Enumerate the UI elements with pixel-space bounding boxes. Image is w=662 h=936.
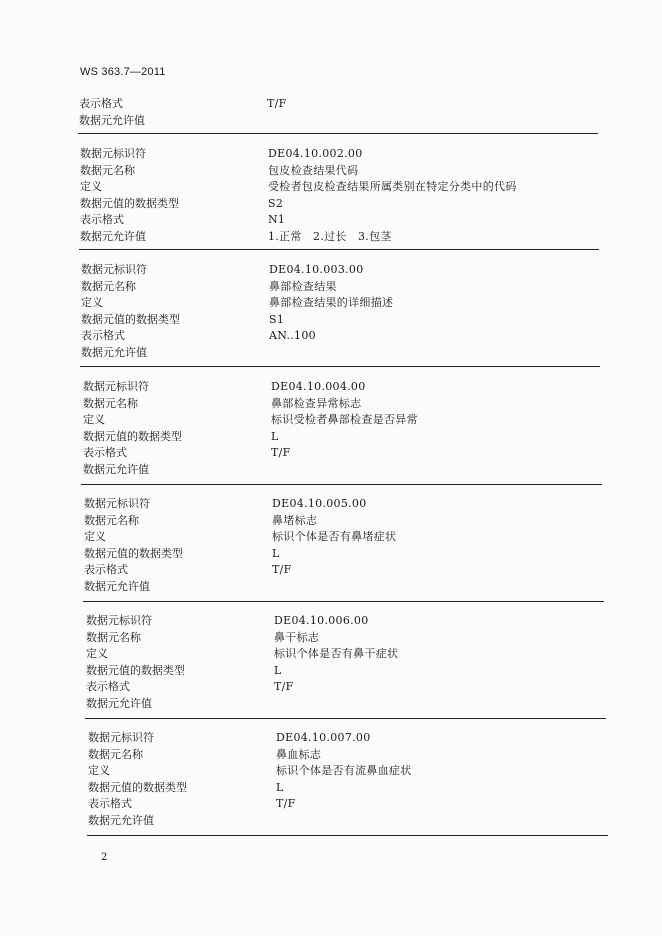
field-value: AN..100 — [269, 329, 316, 343]
field-label: 数据元允许值 — [84, 579, 150, 593]
separator-rule — [80, 366, 600, 367]
field-row — [83, 412, 603, 429]
field-value: 包皮检查结果代码 — [268, 163, 359, 177]
field-row — [84, 562, 604, 579]
field-value: L — [271, 429, 279, 443]
field-row — [84, 513, 604, 530]
field-label: 表示格式 — [81, 329, 125, 343]
field-value: 鼻堵标志 — [272, 513, 318, 527]
field-label: 表示格式 — [88, 797, 132, 811]
field-row — [84, 529, 604, 546]
field-label: 数据元标识符 — [81, 263, 147, 276]
field-label: 数据元名称 — [88, 747, 143, 761]
field-label: 数据元允许值 — [88, 813, 154, 827]
field-row — [86, 630, 606, 647]
field-value: 标识个体是否有流鼻血症状 — [276, 764, 412, 778]
separator-rule — [85, 718, 606, 719]
field-label: 数据元名称 — [86, 630, 141, 644]
field-label: 表示格式 — [83, 446, 127, 460]
field-label: 数据元值的数据类型 — [88, 780, 187, 794]
field-value: 受检者包皮检查结果所属类别在特定分类中的代码 — [268, 180, 517, 194]
field-label: 表示格式 — [80, 213, 124, 227]
field-row — [83, 429, 603, 446]
separator-rule — [87, 835, 608, 836]
field-row — [86, 679, 606, 696]
data-element-block — [84, 496, 604, 596]
field-row — [81, 279, 601, 296]
field-row — [81, 295, 601, 312]
field-label: 数据元标识符 — [88, 731, 154, 744]
field-label: 表示格式 — [84, 563, 128, 577]
field-row — [88, 763, 608, 780]
field-value: S1 — [269, 312, 285, 326]
separator-rule — [83, 601, 604, 602]
field-label: 数据元名称 — [81, 279, 136, 293]
field-label: 定义 — [86, 647, 108, 661]
field-row — [80, 229, 600, 246]
data-element-block — [79, 96, 599, 129]
field-row — [88, 796, 608, 813]
field-label: 数据元允许值 — [83, 462, 149, 476]
field-row — [86, 613, 606, 630]
field-value: 鼻血标志 — [276, 747, 322, 761]
field-value: DE04.10.004.00 — [271, 380, 366, 393]
field-value: DE04.10.002.00 — [268, 147, 363, 160]
field-label: 数据元值的数据类型 — [83, 429, 182, 443]
field-row — [79, 96, 599, 113]
field-value: 鼻部检查结果的详细描述 — [269, 296, 394, 310]
field-label: 数据元允许值 — [80, 229, 146, 243]
field-value: 1.正常 2.过长 3.包茎 — [268, 229, 392, 243]
field-row — [83, 379, 603, 396]
field-label: 数据元标识符 — [83, 380, 149, 393]
separator-rule — [79, 249, 599, 250]
field-row — [80, 212, 600, 229]
field-row — [83, 396, 603, 413]
field-value: L — [276, 780, 284, 794]
field-label: 数据元允许值 — [86, 696, 152, 710]
field-value: 鼻干标志 — [274, 630, 320, 644]
field-row — [81, 312, 601, 329]
field-row — [88, 780, 608, 797]
field-label: 数据元标识符 — [84, 497, 150, 510]
field-row — [83, 445, 603, 462]
field-label: 数据元值的数据类型 — [81, 312, 180, 326]
field-value: DE04.10.005.00 — [272, 497, 367, 510]
field-label: 数据元值的数据类型 — [86, 663, 185, 677]
field-label: 数据元名称 — [83, 396, 138, 410]
data-element-block — [81, 262, 601, 362]
field-value: 标识个体是否有鼻干症状 — [274, 647, 399, 661]
data-element-block — [88, 730, 608, 830]
field-value: DE04.10.003.00 — [269, 263, 364, 276]
field-label: 数据元允许值 — [79, 113, 145, 127]
field-label: 数据元名称 — [80, 163, 135, 177]
field-value: 标识受检者鼻部检查是否异常 — [271, 413, 418, 427]
field-row — [83, 462, 603, 479]
field-value: S2 — [268, 196, 284, 210]
data-element-block — [80, 146, 600, 246]
field-row — [79, 113, 599, 130]
field-value: DE04.10.007.00 — [276, 731, 371, 744]
field-row — [81, 345, 601, 362]
field-label: 定义 — [80, 180, 102, 194]
field-value: 鼻部检查结果 — [269, 279, 337, 293]
field-label: 数据元标识符 — [86, 614, 152, 627]
field-label: 数据元名称 — [84, 513, 139, 527]
field-value: T/F — [272, 563, 292, 577]
field-label: 表示格式 — [79, 97, 123, 110]
field-value: T/F — [274, 680, 294, 694]
field-row — [84, 579, 604, 596]
field-row — [80, 196, 600, 213]
field-row — [86, 663, 606, 680]
field-label: 表示格式 — [86, 680, 130, 694]
field-row — [84, 546, 604, 563]
field-value: DE04.10.006.00 — [274, 614, 369, 627]
field-label: 定义 — [81, 296, 103, 310]
field-label: 数据元标识符 — [80, 147, 146, 160]
field-value: T/F — [267, 97, 287, 110]
field-value: N1 — [268, 213, 286, 227]
field-value: T/F — [271, 446, 291, 460]
field-value: T/F — [276, 797, 296, 811]
data-element-block — [83, 379, 603, 479]
field-row — [86, 646, 606, 663]
field-row — [81, 262, 601, 279]
field-value: L — [272, 546, 280, 560]
field-label: 数据元值的数据类型 — [80, 196, 179, 210]
field-label: 数据元允许值 — [81, 345, 147, 359]
field-row — [88, 813, 608, 830]
field-row — [81, 328, 601, 345]
page-number: 2 — [101, 852, 108, 863]
field-row — [84, 496, 604, 513]
field-label: 定义 — [83, 413, 105, 427]
field-row — [80, 179, 600, 196]
field-row — [88, 747, 608, 764]
separator-rule — [81, 484, 602, 485]
field-value: 标识个体是否有鼻堵症状 — [272, 530, 397, 544]
field-label: 数据元值的数据类型 — [84, 546, 183, 560]
field-value: 鼻部检查异常标志 — [271, 396, 362, 410]
field-label: 定义 — [88, 764, 110, 778]
field-value: L — [274, 663, 282, 677]
field-row — [86, 696, 606, 713]
field-row — [80, 163, 600, 180]
field-row — [88, 730, 608, 747]
field-row — [80, 146, 600, 163]
separator-rule — [78, 133, 598, 134]
data-element-block — [86, 613, 606, 713]
field-label: 定义 — [84, 530, 106, 544]
standard-header: WS 363.7—2011 — [80, 66, 166, 78]
